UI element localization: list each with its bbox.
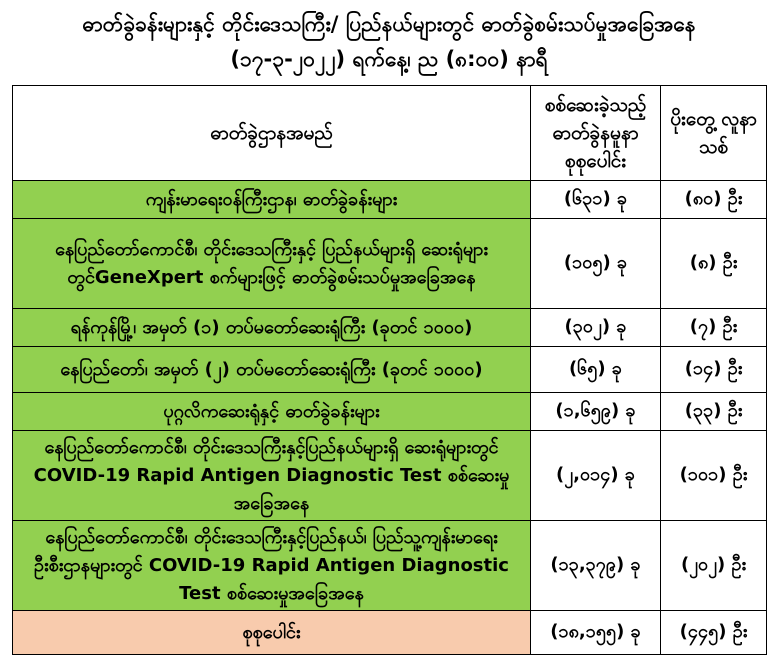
header-samples-total: စစ်ဆေးခဲ့သည့် ဓာတ်ခွဲနမူနာ စုစုပေါင်း xyxy=(531,86,661,181)
lab-name-cell: နေပြည်တော်ကောင်စီ၊ တိုင်းဒေသကြီးနှင့် ပြည်နယ်များရှိ ဆေးရုံများတွင်GeneXpert စက်များဖြင့် ဓာတ်ခွဲစမ်းသပ်မှုအခြေအနေ xyxy=(13,219,531,309)
table-row xyxy=(13,347,767,393)
cases-count-cell: (၂၀၂) ဦး xyxy=(661,521,767,611)
lab-testing-table xyxy=(12,85,767,655)
table-row xyxy=(13,521,767,611)
table-row xyxy=(13,431,767,521)
header-department: ဓာတ်ခွဲဌာနအမည် xyxy=(13,86,531,181)
cases-count-cell: (၃၃) ဦး xyxy=(661,393,767,431)
samples-count-cell: (၁၃,၃၇၉) ခု xyxy=(531,521,661,611)
samples-count-cell: (၁,၆၅၉) ခု xyxy=(531,393,661,431)
report-title-line2: (၁၇-၃-၂၀၂၂) ရက်နေ့၊ ည (၈:၀၀) နာရီ xyxy=(230,47,548,71)
lab-name-cell: ကျန်းမာရေးဝန်ကြီးဌာန၊ ဓာတ်ခွဲခန်းများ xyxy=(13,181,531,219)
samples-count-cell: (၆၃၁) ခု xyxy=(531,181,661,219)
table-header-row xyxy=(13,86,767,181)
lab-name-cell: နေပြည်တော်ကောင်စီ၊ တိုင်းဒေသကြီးနှင့်ပြည်နယ်၊ ပြည်သူ့ကျန်းမာရေးဦးစီးဌာနများတွင် COVID-19 Rapid Antigen Diagnostic Test စစ်ဆေးမှုအခြေအနေ xyxy=(13,521,531,611)
cases-count-cell: (၁၄) ဦး xyxy=(661,347,767,393)
samples-count-cell: (၁၀၅) ခု xyxy=(531,219,661,309)
report-title-line1: ဓာတ်ခွဲခန်းများနှင့် တိုင်းဒေသကြီး/ ပြည်နယ်များတွင် ဓာတ်ခွဲစမ်းသပ်မှုအခြေအနေ xyxy=(82,12,696,36)
lab-name-cell: နေပြည်တော်၊ အမှတ် (၂) တပ်မတော်ဆေးရုံကြီး (ခုတင် ၁၀၀၀) xyxy=(13,347,531,393)
total-cases-count-cell: (၄၄၅) ဦး xyxy=(661,611,767,655)
cases-count-cell: (၈၀) ဦး xyxy=(661,181,767,219)
lab-name-cell: ပုဂ္ဂလိကဆေးရုံနှင့် ဓာတ်ခွဲခန်းများ xyxy=(13,393,531,431)
table-row xyxy=(13,309,767,347)
total-label-cell: စုစုပေါင်း xyxy=(13,611,531,655)
table-total-row xyxy=(13,611,767,655)
lab-name-cell: ရန်ကုန်မြို့၊ အမှတ် (၁) တပ်မတော်ဆေးရုံကြီး (ခုတင် ၁၀၀၀) xyxy=(13,309,531,347)
total-samples-count-cell: (၁၈,၁၅၅) ခု xyxy=(531,611,661,655)
samples-count-cell: (၃၀၂) ခု xyxy=(531,309,661,347)
table-row xyxy=(13,219,767,309)
samples-count-cell: (၆၅) ခု xyxy=(531,347,661,393)
table-row xyxy=(13,181,767,219)
cases-count-cell: (၇) ဦး xyxy=(661,309,767,347)
table-row xyxy=(13,393,767,431)
samples-count-cell: (၂,၀၁၄) ခု xyxy=(531,431,661,521)
report-title xyxy=(0,6,778,76)
cases-count-cell: (၈) ဦး xyxy=(661,219,767,309)
header-new-positive-cases: ပိုးတွေ့ လူနာသစ် xyxy=(661,86,767,181)
lab-name-cell: နေပြည်တော်ကောင်စီ၊ တိုင်းဒေသကြီးနှင့်ပြည်နယ်များရှိ ဆေးရုံများတွင် COVID-19 Rapid Antigen Diagnostic Test စစ်ဆေးမှုအခြေအနေ xyxy=(13,431,531,521)
cases-count-cell: (၁၀၁) ဦး xyxy=(661,431,767,521)
